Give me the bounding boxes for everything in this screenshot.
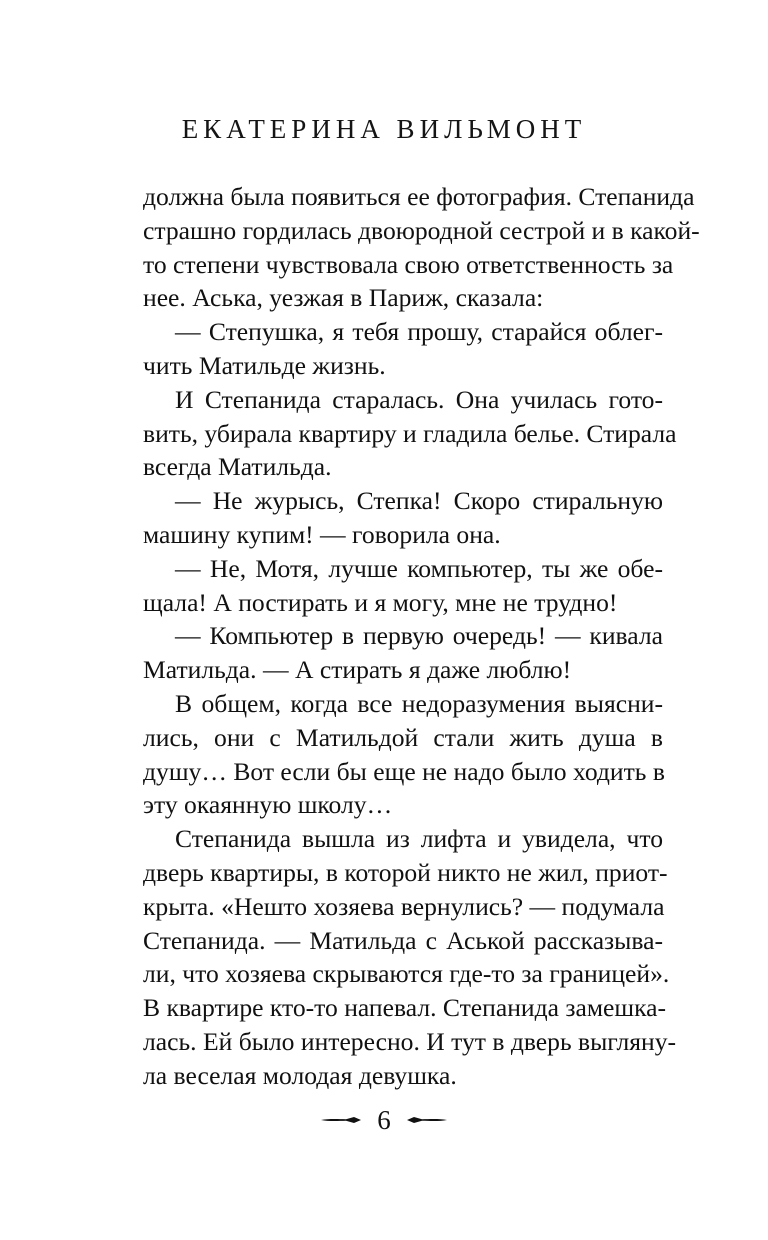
text-line: ла веселая молодая девушка. (143, 1060, 457, 1090)
left-swash-ornament-icon (320, 1113, 362, 1127)
text-line: нее. Аська, уезжая в Париж, сказала: (143, 283, 544, 313)
text-line: И Степанида старалась. Она училась гото- (175, 384, 663, 414)
text-line: щала! А постирать и я могу, мне не трудно! (143, 587, 618, 617)
text-line: В общем, когда все недоразумения выясни- (175, 688, 663, 718)
text-line: душу… Вот если бы еще не надо было ходить в (143, 756, 665, 786)
page-folio (0, 1100, 768, 1140)
body-text (143, 180, 700, 1093)
text-line: всегда Матильда. (143, 452, 332, 482)
text-line: лись, они с Матильдой стали жить душа в (143, 722, 663, 752)
text-line: страшно гордилась двоюродной сестрой и в какой- (143, 215, 700, 245)
text-line: Степанида вышла из лифта и увидела, что (175, 824, 663, 854)
text-line: Степанида. — Матильда с Аськой рассказыва- (143, 925, 663, 955)
running-head-author: ЕКАТЕРИНА ВИЛЬМОНТ (181, 114, 587, 144)
text-line: то степени чувствовала свою ответственность за (143, 249, 674, 279)
text-line: вить, убирала квартиру и гладила белье. Стирала (143, 418, 677, 448)
right-swash-ornament-icon (406, 1113, 448, 1127)
text-line: ли, что хозяева скрываются где-то за границей». (143, 959, 670, 989)
text-line: — Не журысь, Степка! Скоро стиральную (175, 486, 663, 516)
text-line: В квартире кто-то напевал. Степанида замешка- (143, 993, 667, 1023)
text-line: машину купим! — говорила она. (143, 519, 501, 549)
text-line: эту окаянную школу… (143, 790, 393, 820)
text-line: чить Матильде жизнь. (143, 350, 386, 380)
text-line: крыта. «Нешто хозяева вернулись? — подумала (143, 891, 665, 921)
text-line: — Не, Мотя, лучше компьютер, ты же обе- (175, 553, 663, 583)
text-line: дверь квартиры, в которой никто не жил, приот- (143, 857, 668, 887)
text-line: — Степушка, я тебя прошу, старайся облег- (175, 317, 663, 347)
text-line: должна была появиться ее фотография. Степанида (143, 182, 695, 211)
page-number: 6 (377, 1105, 391, 1135)
text-line: — Компьютер в первую очередь! — кивала (175, 621, 663, 651)
text-line: лась. Ей было интересно. И тут в дверь выгляну- (143, 1026, 677, 1056)
text-line: Матильда. — А стирать я даже люблю! (143, 655, 572, 685)
